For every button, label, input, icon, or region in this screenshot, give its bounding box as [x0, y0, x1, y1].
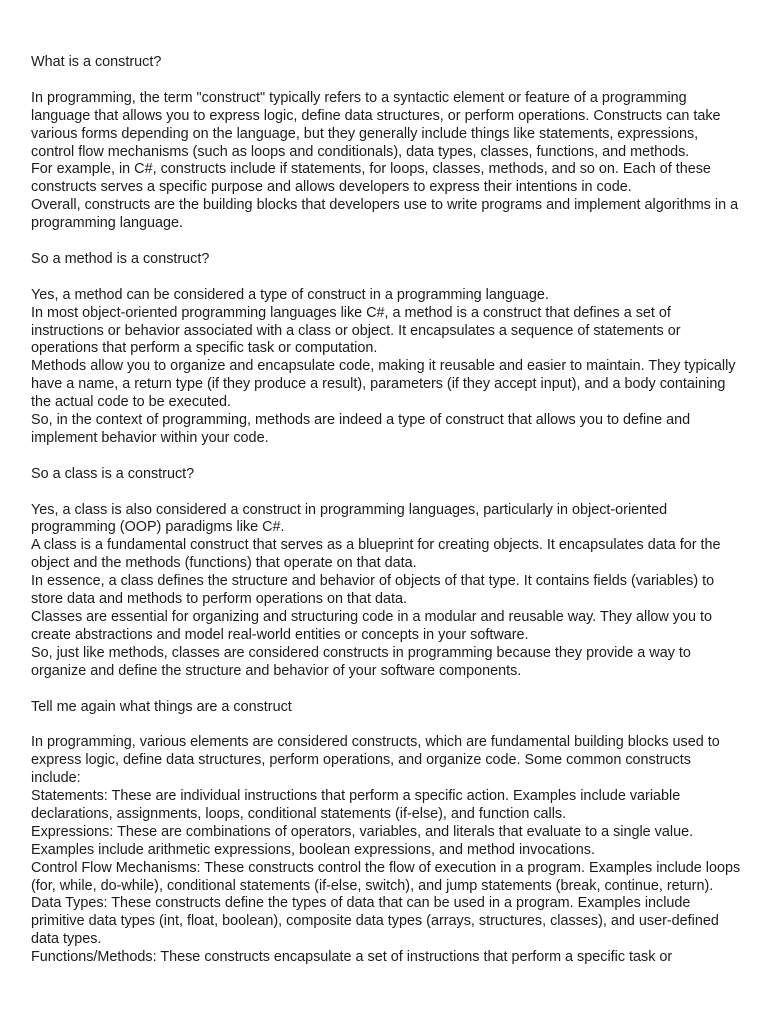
answer-paragraph: Control Flow Mechanisms: These constructs control the flow of execution in a program. Examples include loops (for, while, do-while), conditional statements (if-else, switch), and jump statements (break, continue, return).	[31, 859, 741, 894]
paragraph-spacer	[31, 448, 743, 466]
answer-paragraph: Yes, a class is also considered a construct in programming languages, particularly in object-oriented programming (OOP) paradigms like C#.	[31, 501, 668, 536]
answer-paragraph: Data Types: These constructs define the types of data that can be used in a program. Examples include primitive data types (int, float, boolean), composite data types (arrays, structures, classes), and user-defined data types.	[31, 895, 719, 948]
document-body	[31, 54, 743, 967]
answer-paragraph: Classes are essential for organizing and structuring code in a modular and reusable way. They allow you to create abstractions and model real-world entities or concepts in your software.	[31, 609, 712, 643]
question-heading: So a method is a construct?	[31, 250, 210, 267]
answer-paragraph: In programming, various elements are considered constructs, which are fundamental building blocks used to express logic, define data structures, perform operations, and organize code. Some common constructs include:	[31, 734, 720, 787]
answer-paragraph: In most object-oriented programming languages like C#, a method is a construct that defines a set of instructions or behavior associated with a class or object. It encapsulates a sequence of statements or operations that perform a specific task or computation.	[31, 304, 681, 357]
paragraph-spacer	[31, 716, 743, 734]
answer-paragraph: Overall, constructs are the building blocks that developers use to write programs and implement algorithms in a programming language.	[31, 197, 739, 232]
answer-paragraph: So, just like methods, classes are considered constructs in programming because they provide a way to organize and define the structure and behavior of your software components.	[31, 644, 691, 679]
answer-paragraph: Functions/Methods: These constructs encapsulate a set of instructions that perform a specific task or	[31, 949, 673, 966]
answer-paragraph: Expressions: These are combinations of operators, variables, and literals that evaluate to a single value. Examples include arithmetic expressions, boolean expressions, and method invocations.	[31, 823, 694, 858]
answer-paragraph: Yes, a method can be considered a type of construct in a programming language.	[31, 286, 549, 303]
answer-paragraph: In programming, the term "construct" typically refers to a syntactic element or feature of a programming language that allows you to express logic, define data structures, or perform operations. Constructs can take various forms depending on the language, but they generally include things like statements, expressions, control flow mechanisms (such as loops and conditionals), data types, classes, functions, and methods.	[31, 89, 721, 160]
answer-paragraph: In essence, a class defines the structure and behavior of objects of that type. It contains fields (variables) to store data and methods to perform operations on that data.	[31, 573, 715, 608]
paragraph-spacer	[31, 269, 743, 287]
answer-paragraph: For example, in C#, constructs include if statements, for loops, classes, methods, and so on. Each of these constructs serves a specific purpose and allows developers to express their intentions in code.	[31, 161, 711, 196]
answer-paragraph: So, in the context of programming, methods are indeed a type of construct that allows you to define and implement behavior within your code.	[31, 412, 691, 446]
paragraph-spacer	[31, 484, 743, 502]
paragraph-spacer	[31, 72, 743, 90]
paragraph-spacer	[31, 233, 743, 251]
question-heading: So a class is a construct?	[31, 465, 195, 482]
paragraph-spacer	[31, 681, 743, 699]
answer-paragraph: Methods allow you to organize and encapsulate code, making it reusable and easier to maintain. They typically have a name, a return type (if they produce a result), parameters (if they accept input), and a body containing the actual code to be executed.	[31, 358, 736, 411]
answer-paragraph: A class is a fundamental construct that serves as a blueprint for creating objects. It encapsulates data for the object and the methods (functions) that operate on that data.	[31, 537, 721, 572]
question-heading: What is a construct?	[31, 54, 162, 70]
answer-paragraph: Statements: These are individual instructions that perform a specific action. Examples include variable declarations, assignments, loops, conditional statements (if-else), and function calls.	[31, 788, 681, 822]
question-heading: Tell me again what things are a construct	[31, 698, 292, 715]
